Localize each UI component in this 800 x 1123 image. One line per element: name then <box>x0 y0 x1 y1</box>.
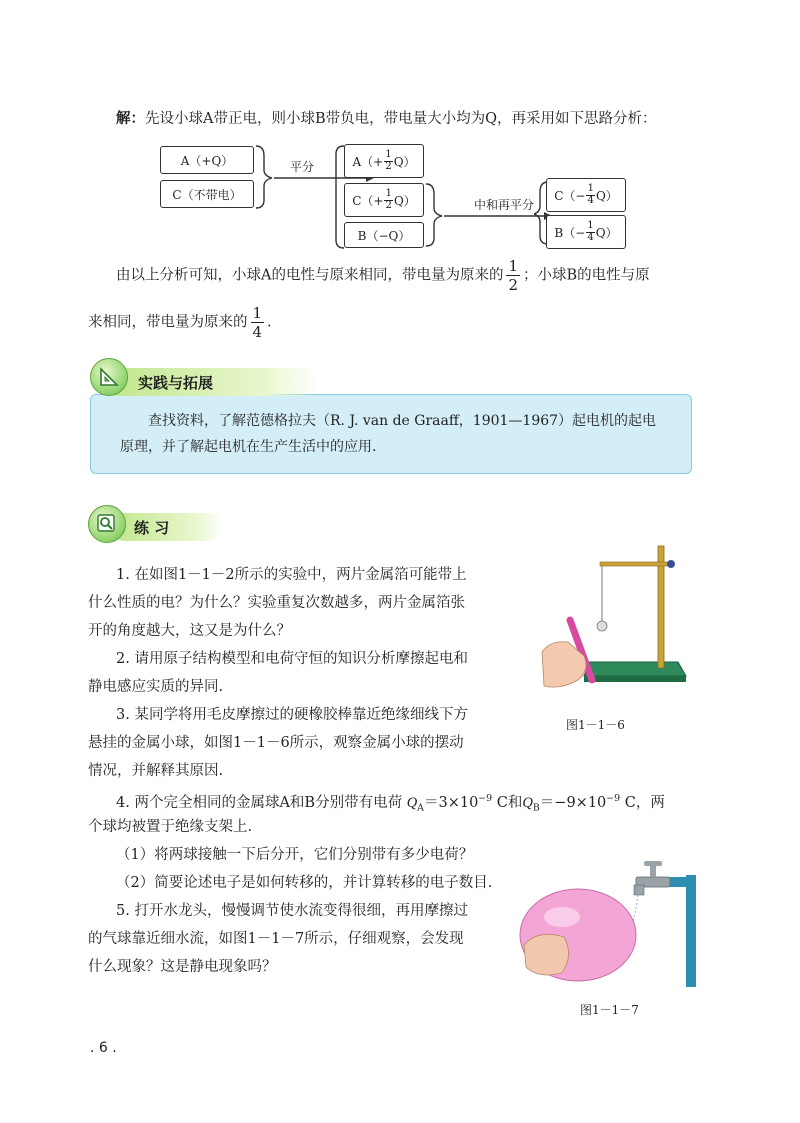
exercise-title: 练 习 <box>134 518 170 537</box>
box-c-initial: C（不带电） <box>160 180 254 208</box>
arrow-label-neutralize: 中和再平分 <box>474 198 535 212</box>
figure-1-1-6-image <box>540 540 700 690</box>
q4-mid: C和 <box>492 794 523 811</box>
question-2-line-1: 2. 请用原子结构模型和电荷守恒的知识分析摩擦起电和 <box>116 651 468 667</box>
solution-intro-line <box>116 105 657 133</box>
conclusion-line-2 <box>88 304 272 341</box>
quarter-fraction <box>251 304 265 341</box>
box-a-half <box>344 144 424 178</box>
box-c-quarter-suffix: Q） <box>595 188 618 203</box>
question-5-line-1: 5. 打开水龙头，慢慢调节使水流变得很细，再用摩擦过 <box>116 903 468 919</box>
half-den: 2 <box>385 199 392 211</box>
q4-pre: 4. 两个完全相同的金属球A和B分别带有电荷 <box>116 794 403 811</box>
question-3-line-3: 情况，并解释其原因. <box>88 763 224 779</box>
box-b-quarter-prefix: B（− <box>554 225 586 240</box>
half-den: 2 <box>508 276 519 294</box>
quarter-den: 4 <box>587 231 594 243</box>
conclusion-text-1a: 由以上分析可知，小球A的电性与原来相同，带电量为原来的 <box>116 267 504 284</box>
practice-text-2: 原理，并了解起电机在生产生活中的应用. <box>120 439 377 455</box>
question-1-line-3: 开的角度越大，这又是为什么？ <box>88 623 291 639</box>
box-a-half-suffix: Q） <box>393 154 416 169</box>
conclusion-line-1 <box>116 257 650 294</box>
question-1-line-2: 什么性质的电？为什么？实验重复次数越多，两片金属箔张 <box>88 595 465 611</box>
exercise-banner <box>110 513 224 541</box>
q4-end: C，两 <box>620 794 665 811</box>
half-num: 1 <box>385 148 392 160</box>
box-c-half-prefix: C（+ <box>352 193 384 208</box>
practice-section <box>90 372 692 474</box>
half-num: 1 <box>508 257 519 275</box>
quarter-den: 4 <box>587 194 594 206</box>
question-5-line-3: 什么现象？这是静电现象吗？ <box>88 959 277 975</box>
quarter-num: 1 <box>587 219 594 231</box>
question-1-line-1: 1. 在如图1－1－2所示的实验中，两片金属箔可能带上 <box>116 567 467 583</box>
question-4-sub-1: （1）将两球接触一下后分开，它们分别带有多少电荷？ <box>116 847 474 863</box>
box-c-half <box>344 183 424 217</box>
question-5-line-2: 的气球靠近细水流，如图1－1－7所示，仔细观察，会发现 <box>88 931 464 947</box>
q4-qb-sub: B <box>532 802 540 814</box>
question-3-line-1: 3. 某同学将用毛皮摩擦过的硬橡胶棒靠近绝缘细线下方 <box>116 707 468 723</box>
conclusion-end: . <box>267 314 272 331</box>
q4-exp-b: −9 <box>606 793 621 804</box>
q4-qa-sub: A <box>417 802 424 814</box>
question-4-line-2: 个球均被置于绝缘支架上. <box>88 819 253 835</box>
half-fraction <box>384 189 392 211</box>
q4-qa: Q <box>406 794 418 811</box>
magnifier-icon <box>88 505 126 543</box>
half-num: 1 <box>385 187 392 199</box>
box-a-half-prefix: A（+ <box>352 154 384 169</box>
solution-label: 解： <box>116 111 145 127</box>
q4-qa-val: ＝3×10 <box>423 794 479 811</box>
question-4-sub-2: （2）简要论述电子是如何转移的，并计算转移的电子数目. <box>116 875 493 891</box>
quarter-num: 1 <box>252 304 263 322</box>
quarter-den: 4 <box>252 323 263 341</box>
box-c-half-suffix: Q） <box>393 193 416 208</box>
box-c-quarter-prefix: C（− <box>554 188 586 203</box>
practice-text-1: 查找资料，了解范德格拉夫（R. J. van de Graaff，1901—1967）起电机的起电 <box>148 413 657 429</box>
arrow-label-split: 平分 <box>290 160 315 174</box>
analysis-diagram <box>150 140 630 250</box>
practice-banner <box>104 368 318 396</box>
half-fraction <box>384 150 392 172</box>
half-fraction <box>506 257 520 294</box>
box-b-quarter <box>546 215 626 249</box>
conclusion-text-1b: ；小球B的电性与原 <box>523 267 650 284</box>
question-3-line-2: 悬挂的金属小球，如图1－1－6所示，观察金属小球的摆动 <box>88 735 464 751</box>
question-2-line-2: 静电感应实质的异同. <box>88 679 224 695</box>
q4-qb: Q <box>522 794 533 811</box>
practice-title: 实践与拓展 <box>138 373 214 392</box>
figure-1-1-7-caption: 图1－1－7 <box>580 1003 639 1017</box>
solution-intro: 先设小球A带正电，则小球B带负电，带电量大小均为Q，再采用如下思路分析： <box>145 111 657 127</box>
box-b-quarter-suffix: Q） <box>595 225 618 240</box>
box-a-initial: A（+Q） <box>160 146 254 174</box>
quarter-fraction <box>586 184 594 206</box>
q4-exp-a: −9 <box>478 793 493 804</box>
ruler-triangle-icon <box>90 358 128 396</box>
figure-1-1-7-image <box>518 855 698 990</box>
quarter-num: 1 <box>587 182 594 194</box>
conclusion-text-2: 来相同，带电量为原来的 <box>88 314 248 331</box>
page-number: . 6 . <box>90 1040 117 1056</box>
box-b-initial: B（−Q） <box>344 222 424 248</box>
half-den: 2 <box>385 160 392 172</box>
q4-qb-val: ＝−9×10 <box>539 794 607 811</box>
figure-1-1-6-caption: 图1－1－6 <box>566 718 625 732</box>
box-c-quarter <box>546 178 626 212</box>
quarter-fraction <box>586 221 594 243</box>
